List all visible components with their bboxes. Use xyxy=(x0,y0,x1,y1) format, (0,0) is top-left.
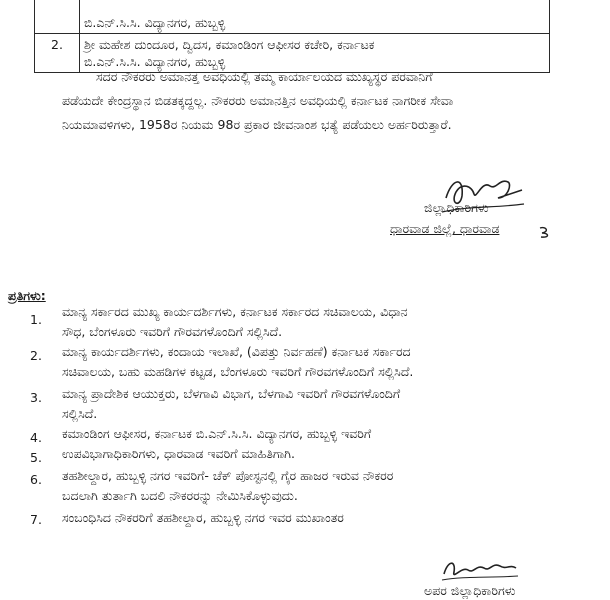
list-item-line: ಮಾನ್ಯ ಸರ್ಕಾರದ ಮುಖ್ಯ ಕಾರ್ಯದರ್ಶಿಗಳು, ಕರ್ನಾಟಕ ಸರ್ಕಾರದ ಸಚಿವಾಲಯ, ವಿಧಾನ xyxy=(62,304,408,319)
list-item-number: 2. xyxy=(30,348,42,363)
list-item-number: 6. xyxy=(30,472,42,487)
list-item-line: ಸಲ್ಲಿಸಿದೆ. xyxy=(62,406,98,421)
table-cell-text: ಬಿ.ಎನ್.ಸಿ.ಸಿ. ವಿದ್ಯಾನಗರ, ಹುಬ್ಬಳ್ಳಿ xyxy=(84,54,226,69)
signatory-title-2: ಅಪರ ಜಿಲ್ಲಾಧಿಕಾರಿಗಳು xyxy=(424,583,516,598)
table-cell-text: ಶ್ರೀ ಮಹೇಶ ದುಂದೂರ, ದ್ವಿದಸ, ಕಮಾಂಡಿಂಗ ಆಫೀಸರ ಕಚೇರಿ, ಕರ್ನಾಟಕ xyxy=(84,37,375,52)
body-paragraph-line: ಪಡೆಯದೇ ಕೇಂದ್ರಸ್ಥಾನ ಬಿಡತಕ್ಕದ್ದಲ್ಲ. ನೌಕರರು ಅಮಾನತ್ತಿನ ಅವಧಿಯಲ್ಲಿ ಕರ್ನಾಟಕ ನಾಗರೀಕ ಸೇವಾ xyxy=(62,93,454,108)
list-item-line: ಕಮಾಂಡಿಂಗ ಆಫೀಸರ, ಕರ್ನಾಟಕ ಬಿ.ಎನ್.ಸಿ.ಸಿ. ವಿದ್ಯಾನಗರ, ಹುಬ್ಬಳ್ಳಿ ಇವರಿಗೆ xyxy=(62,426,372,441)
initial-mark xyxy=(537,224,553,240)
list-item-number: 1. xyxy=(30,312,42,327)
list-item-number: 3. xyxy=(30,390,42,405)
signatory-office: ಧಾರವಾಡ ಜಿಲ್ಲೆ, ಧಾರವಾಡ xyxy=(390,221,500,236)
list-item-line: ಉಪವಿಭಾಗಾಧಿಕಾರಿಗಳು, ಧಾರವಾಡ ಇವರಿಗೆ ಮಾಹಿತಿಗಾಗಿ. xyxy=(62,446,295,461)
table-row xyxy=(35,0,550,34)
list-item-number: 7. xyxy=(30,512,42,527)
table-row xyxy=(35,34,550,73)
signature-scribble-2 xyxy=(440,556,520,584)
list-item-number: 5. xyxy=(30,450,42,465)
list-item-number: 4. xyxy=(30,430,42,445)
list-item-line: ಬದಲಾಗಿ ತುರ್ತಾಗಿ ಬದಲಿ ನೌಕರರನ್ನು ನೇಮಿಸಿಕೊಳ್ಳುವುದು. xyxy=(62,488,298,503)
copies-heading: ಪ್ರತಿಗಳು: xyxy=(8,288,46,303)
signatory-title: ಜಿಲ್ಲಾಧಿಕಾರಿಗಳು xyxy=(424,200,489,215)
list-item-line: ಮಾನ್ಯ ಪ್ರಾದೇಶಿಕ ಆಯುಕ್ತರು, ಬೆಳಗಾವಿ ವಿಭಾಗ, ಬೆಳಗಾವಿ ಇವರಿಗೆ ಗೌರವಗಳೊಂದಿಗೆ xyxy=(62,386,401,401)
table-cell-text: ಬಿ.ಎನ್.ಸಿ.ಸಿ. ವಿದ್ಯಾನಗರ, ಹುಬ್ಬಳ್ಳಿ xyxy=(84,15,226,30)
table-serial: 2. xyxy=(35,34,80,73)
body-paragraph-line: ಸದರ ನೌಕರರು ಅಮಾನತ್ತ ಅವಧಿಯಲ್ಲಿ ತಮ್ಮ ಕಾರ್ಯಾಲಯದ ಮುಖ್ಯಸ್ಥರ ಪರವಾನಿಗೆ xyxy=(96,69,433,84)
list-item-line: ಸಚಿವಾಲಯ, ಬಹು ಮಹಡಿಗಳ ಕಟ್ಟಡ, ಬೆಂಗಳೂರು ಇವರಿಗೆ ಗೌರವಗಳೊಂದಿಗೆ ಸಲ್ಲಿಸಿದೆ. xyxy=(62,364,414,379)
list-item-line: ಮಾನ್ಯ ಕಾರ್ಯದರ್ಶಿಗಳು, ಕಂದಾಯ ಇಲಾಖೆ, (ವಿಪತ್ತು ನಿರ್ವಹಣೆ) ಕರ್ನಾಟಕ ಸರ್ಕಾರದ xyxy=(62,344,411,359)
names-table xyxy=(34,0,550,73)
body-paragraph-line: ನಿಯಮಾವಳಿಗಳು, 1958ರ ನಿಯಮ 98ರ ಪ್ರಕಾರ ಜೀವನಾಂಶ ಭತ್ಯೆ ಪಡೆಯಲು ಅರ್ಹರಿರುತ್ತಾರೆ. xyxy=(62,117,452,132)
list-item-line: ಸೌಧ, ಬೆಂಗಳೂರು ಇವರಿಗೆ ಗೌರವಗಳೊಂದಿಗೆ ಸಲ್ಲಿಸಿದೆ. xyxy=(62,324,283,339)
list-item-line: ತಹಶೀಲ್ದಾರ, ಹುಬ್ಬಳ್ಳಿ ನಗರ ಇವರಿಗೆ- ಚೆಕ್ ಪೋಸ್ಟನಲ್ಲಿ ಗೈರ ಹಾಜರ ಇರುವ ನೌಕರರ xyxy=(62,468,394,483)
list-item-line: ಸಂಬಂಧಿಸಿದ ನೌಕರರಿಗೆ ತಹಶೀಲ್ದಾರ, ಹುಬ್ಬಳ್ಳಿ ನಗರ ಇವರ ಮುಖಾಂತರ xyxy=(62,510,344,525)
